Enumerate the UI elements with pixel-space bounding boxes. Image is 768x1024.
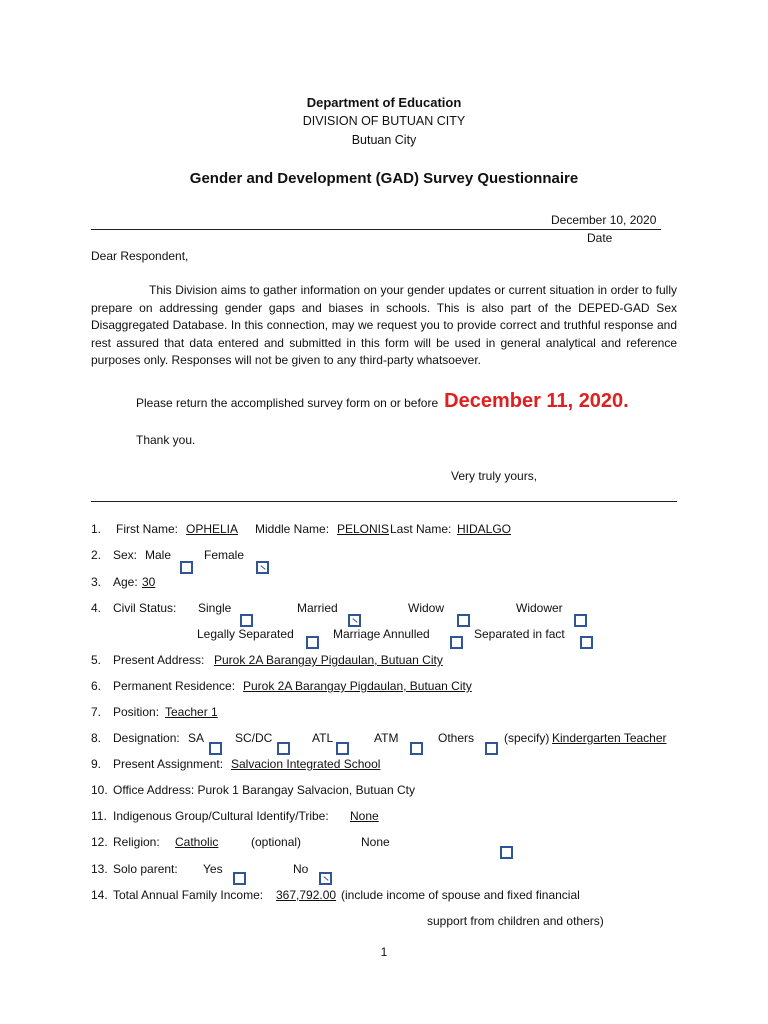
- q3-label: Age:: [113, 575, 138, 589]
- page-number: 1: [380, 945, 388, 959]
- greeting: Dear Respondent,: [91, 249, 189, 263]
- civil-married-checkbox[interactable]: [348, 614, 361, 627]
- q12-number: 12.: [91, 835, 108, 849]
- q10-number: 10.: [91, 783, 108, 797]
- q8-specify-value: Kindergarten Teacher: [552, 731, 667, 745]
- q7-label: Position:: [113, 705, 160, 719]
- q12-optional: (optional): [251, 835, 302, 849]
- q11-value: None: [350, 809, 379, 823]
- civil-widow-checkbox[interactable]: [457, 614, 470, 627]
- q12-value: Catholic: [175, 835, 219, 849]
- q4-number: 4.: [91, 601, 102, 615]
- date-line: [91, 229, 661, 230]
- q1-last-label: Last Name:: [390, 522, 452, 536]
- q1-first-label: First Name:: [116, 522, 179, 536]
- q11-label: Indigenous Group/Cultural Identify/Tribe:: [113, 809, 329, 823]
- civil-annulled-checkbox[interactable]: [450, 636, 463, 649]
- q8-atm-label: ATM: [374, 731, 399, 745]
- department-name: Department of Education: [306, 95, 462, 110]
- q6-value: Purok 2A Barangay Pigdaulan, Butuan City: [243, 679, 472, 693]
- q8-specify-label: (specify): [504, 731, 550, 745]
- return-text: Please return the accomplished survey form on or before: [136, 396, 439, 410]
- q13-no-label: No: [293, 862, 309, 876]
- q1-last-value: HIDALGO: [457, 522, 512, 536]
- civil-separated-fact-checkbox[interactable]: [580, 636, 593, 649]
- designation-atm-checkbox[interactable]: [410, 742, 423, 755]
- closing: Very truly yours,: [451, 469, 538, 483]
- q3-number: 3.: [91, 575, 102, 589]
- deadline-date: December 11, 2020.: [444, 390, 629, 412]
- q4-separated-fact-label: Separated in fact: [474, 627, 565, 641]
- q5-value: Purok 2A Barangay Pigdaulan, Butuan City: [214, 653, 443, 667]
- q4-widower-label: Widower: [516, 601, 563, 615]
- q2-label: Sex:: [113, 548, 138, 562]
- q7-value: Teacher 1: [165, 705, 218, 719]
- q1-number: 1.: [91, 522, 102, 536]
- thank-you: Thank you.: [136, 433, 196, 447]
- q3-value: 30: [142, 575, 156, 589]
- q5-label: Present Address:: [113, 653, 205, 667]
- form-title: Gender and Development (GAD) Survey Questionnaire: [189, 170, 579, 187]
- q13-yes-label: Yes: [203, 862, 223, 876]
- date-value: December 10, 2020: [551, 213, 657, 227]
- q8-scdc-label: SC/DC: [235, 731, 273, 745]
- q8-sa-label: SA: [188, 731, 205, 745]
- q14-note: (include income of spouse and fixed financial: [341, 888, 580, 902]
- designation-atl-checkbox[interactable]: [336, 742, 349, 755]
- q13-label: Solo parent:: [113, 862, 178, 876]
- q10-text: Office Address: Purok 1 Barangay Salvacion, Butuan Cty: [113, 783, 415, 797]
- q9-value: Salvacion Integrated School: [231, 757, 381, 771]
- q5-number: 5.: [91, 653, 102, 667]
- q12-none-label: None: [361, 835, 390, 849]
- date-label: Date: [587, 231, 613, 245]
- q1-first-value: OPHELIA: [186, 522, 239, 536]
- designation-others-checkbox[interactable]: [485, 742, 498, 755]
- religion-none-checkbox[interactable]: [500, 846, 513, 859]
- q14-note-continued: support from children and others): [427, 914, 604, 928]
- q13-number: 13.: [91, 862, 108, 876]
- return-instruction: [136, 390, 629, 413]
- q14-value: 367,792.00: [276, 888, 337, 902]
- q14-label: Total Annual Family Income:: [113, 888, 264, 902]
- q4-widow-label: Widow: [408, 601, 445, 615]
- q2-number: 2.: [91, 548, 102, 562]
- q4-single-label: Single: [198, 601, 232, 615]
- designation-scdc-checkbox[interactable]: [277, 742, 290, 755]
- q4-legally-separated-label: Legally Separated: [197, 627, 294, 641]
- q1-middle-value: PELONIS: [337, 522, 390, 536]
- solo-parent-yes-checkbox[interactable]: [233, 872, 246, 885]
- q2-male-label: Male: [145, 548, 172, 562]
- civil-legally-separated-checkbox[interactable]: [306, 636, 319, 649]
- city-name: Butuan City: [351, 133, 417, 147]
- sex-female-checkbox[interactable]: [256, 561, 269, 574]
- solo-parent-no-checkbox[interactable]: [319, 872, 332, 885]
- q8-number: 8.: [91, 731, 102, 745]
- section-divider: [91, 501, 677, 502]
- q8-atl-label: ATL: [312, 731, 334, 745]
- q4-married-label: Married: [297, 601, 338, 615]
- q4-label: Civil Status:: [113, 601, 177, 615]
- q2-female-label: Female: [204, 548, 245, 562]
- division-name: DIVISION OF BUTUAN CITY: [302, 114, 466, 128]
- q8-others-label: Others: [438, 731, 475, 745]
- civil-single-checkbox[interactable]: [240, 614, 253, 627]
- civil-widower-checkbox[interactable]: [574, 614, 587, 627]
- q4-annulled-label: Marriage Annulled: [333, 627, 430, 641]
- sex-male-checkbox[interactable]: [180, 561, 193, 574]
- q6-number: 6.: [91, 679, 102, 693]
- q6-label: Permanent Residence:: [113, 679, 236, 693]
- q9-number: 9.: [91, 757, 102, 771]
- intro-paragraph: This Division aims to gather information on your gender updates or current situation in order to fully prepare on addressing gender gaps and biases in schools. This is also part of the DEPED-GAD Sex Disaggregated Database. In this connection, may we request you to provide correct and truthful response and rest assured that data entered and submitted in this form will be used in general analytical and reference purposes only. Responses will not be given to any third-party whatsoever.: [91, 283, 677, 367]
- q8-label: Designation:: [113, 731, 180, 745]
- designation-sa-checkbox[interactable]: [209, 742, 222, 755]
- q7-number: 7.: [91, 705, 102, 719]
- q12-label: Religion:: [113, 835, 160, 849]
- q14-number: 14.: [91, 888, 108, 902]
- q1-middle-label: Middle Name:: [255, 522, 330, 536]
- q9-label: Present Assignment:: [113, 757, 224, 771]
- q11-number: 11.: [91, 809, 107, 823]
